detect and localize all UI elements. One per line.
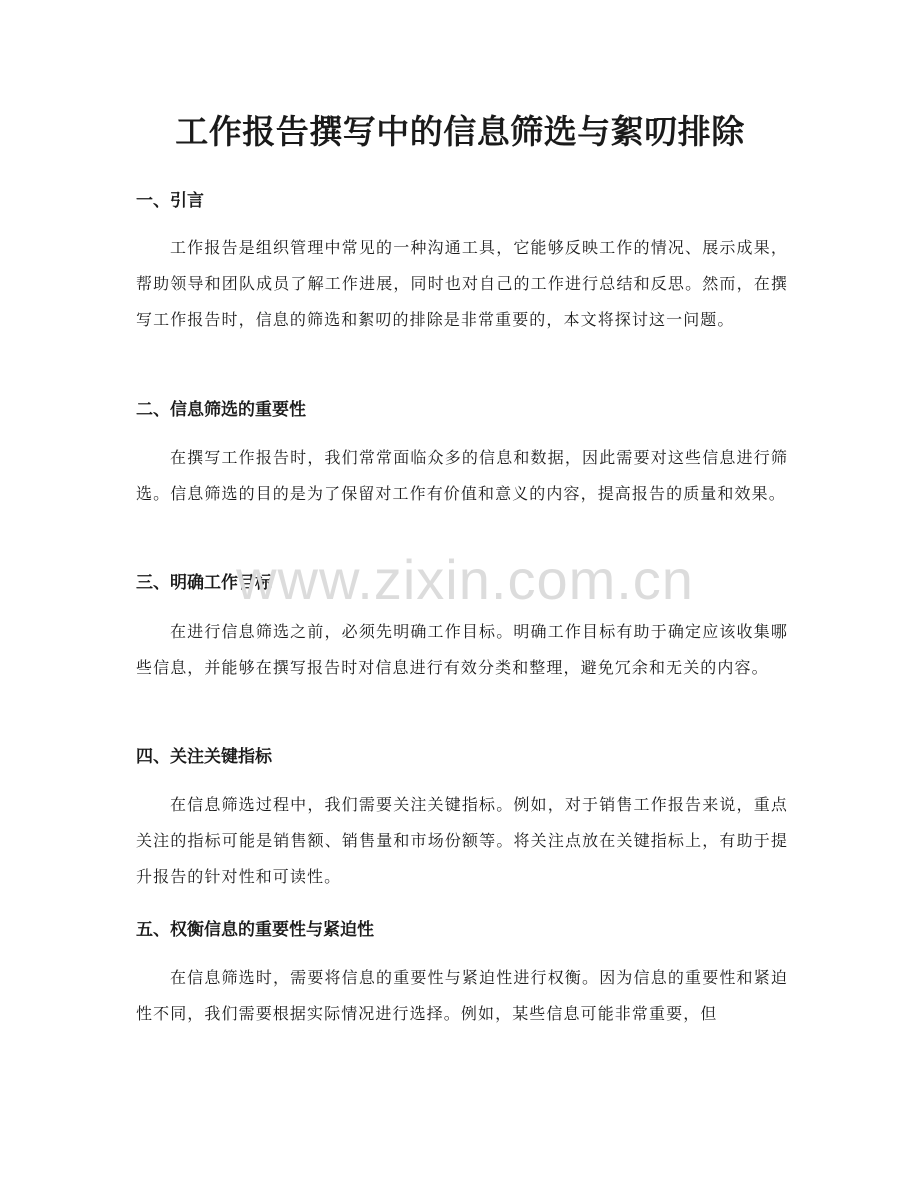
section-body-priority: 在信息筛选时，需要将信息的重要性与紧迫性进行权衡。因为信息的重要性和紧迫性不同，我们需要根据实际情况进行选择。例如，某些信息可能非常重要，但 [136, 968, 788, 1023]
section-heading-importance: 二、信息筛选的重要性 [136, 400, 306, 420]
section-heading-priority: 五、权衡信息的重要性与紧迫性 [136, 920, 374, 940]
section-body-importance: 在撰写工作报告时，我们常常面临众多的信息和数据，因此需要对这些信息进行筛选。信息筛选的目的是为了保留对工作有价值和意义的内容，提高报告的质量和效果。 [136, 448, 788, 503]
section-body-key-metrics: 在信息筛选过程中，我们需要关注关键指标。例如，对于销售工作报告来说，重点关注的指标可能是销售额、销售量和市场份额等。将关注点放在关键指标上，有助于提升报告的针对性和可读性。 [136, 795, 788, 886]
document-title: 工作报告撰写中的信息筛选与絮叨排除 [175, 112, 745, 151]
section-heading-goals: 三、明确工作目标 [136, 573, 272, 593]
section-heading-introduction: 一、引言 [136, 191, 204, 211]
watermark: www.zixin.com.cn [236, 548, 694, 611]
section-body-introduction: 工作报告是组织管理中常见的一种沟通工具，它能够反映工作的情况、展示成果，帮助领导和团队成员了解工作进展，同时也对自己的工作进行总结和反思。然而，在撰写工作报告时，信息的筛选和絮叨的排除是非常重要的，本文将探讨这一问题。 [136, 238, 788, 329]
section-body-goals: 在进行信息筛选之前，必须先明确工作目标。明确工作目标有助于确定应该收集哪些信息，并能够在撰写报告时对信息进行有效分类和整理，避免冗余和无关的内容。 [136, 622, 788, 677]
section-heading-key-metrics: 四、关注关键指标 [136, 747, 272, 767]
